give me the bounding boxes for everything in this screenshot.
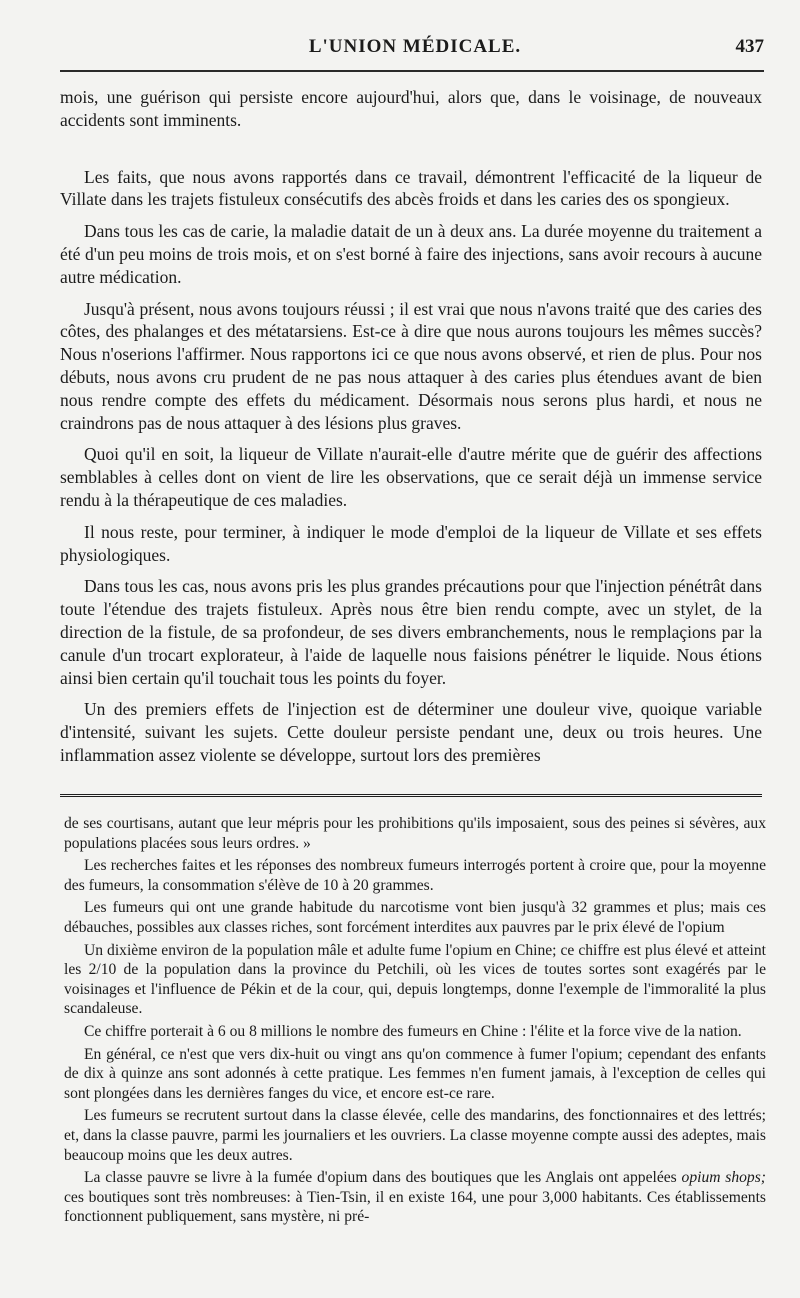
header-rule <box>60 70 764 72</box>
footnote-divider <box>60 794 762 801</box>
footnote-paragraph: Les fumeurs se recrutent surtout dans la classe élevée, celle des mandarins, des fonctionnaires et des lettrés; et, dans la classe pauvre, parmi les journaliers et les ouvriers. La classe moyenne compte aussi des adeptes, mais beaucoup moins que les deux autres. <box>64 1107 766 1164</box>
footnote-paragraph: En général, ce n'est que vers dix-huit ou vingt ans qu'on commence à fumer l'opium; cependant des enfants de dix à quinze ans sont adonnés à cette pratique. Les femmes n'en fument jamais, à l'exception de celles qui sont plongées dans les dernières fanges du vice, et encore est-ce rare. <box>64 1045 766 1102</box>
footnote-paragraph: Les recherches faites et les réponses des nombreux fumeurs interrogés portent à croire que, pour la moyenne des fumeurs, la consommation s'élève de 10 à 20 grammes. <box>64 857 766 894</box>
footnote-text: La classe pauvre se livre à la fumée d'opium dans des boutiques que les Anglais ont appelées <box>84 1169 682 1187</box>
footnote-paragraph-opium-shops <box>64 1168 766 1227</box>
paragraph-effects: Un des premiers effets de l'injection est de déterminer une douleur vive, quoique variable d'intensité, suivant les sujets. Cette douleur persiste pendant une, deux ou trois heures. Une inflammation assez violente se développe, surtout lors des premières <box>60 699 762 765</box>
page-header <box>60 34 770 64</box>
footnote-paragraph: Ce chiffre porterait à 6 ou 8 millions le nombre des fumeurs en Chine : l'élite et la force vive de la nation. <box>84 1022 742 1040</box>
main-text <box>60 86 762 776</box>
page-number: 437 <box>735 36 764 57</box>
paragraph-results: Jusqu'à présent, nous avons toujours réussi ; il est vrai que nous n'avons traité que des caries des côtes, des phalanges et des métatarsiens. Est-ce à dire que nous aurons toujours les mêmes succès? Nous n'oserions l'affirmer. Nous rapportons ici ce que nous avons observé, et rien de plus. Pour nos débuts, nous avons cru prudent de ne pas nous attaquer à des caries plus étendues avant de bien nous rendre compte des effets du médicament. Désormais nous serons plus hardi, et nous ne craindrons pas de nous attaquer à des lésions plus graves. <box>60 298 762 433</box>
footnotes <box>64 814 766 1230</box>
paragraph-merit: Quoi qu'il en soit, la liqueur de Villate n'aurait-elle d'autre mérite que de guérir des affections semblables à celles dont on vient de lire les observations, que ce serait déjà un immense service rendu à la thérapeutique de ces maladies. <box>60 444 762 510</box>
paragraph-method-intro: Il nous reste, pour terminer, à indiquer le mode d'emploi de la liqueur de Villate et ses effets physiologiques. <box>60 521 762 565</box>
running-title: L'UNION MÉDICALE. <box>308 36 522 57</box>
footnote-paragraph: Un dixième environ de la population mâle et adulte fume l'opium en Chine; ce chiffre est plus élevé et atteint les 2/10 de la population dans la province du Petchili, où les vices de toutes sortes sont exagérés par le voisinages et l'influence de Pékin et de la cour, qui, depuis longtemps, donne l'exemple de l'immoralité la plus scandaleuse. <box>64 941 766 1018</box>
paragraph-continued: mois, une guérison qui persiste encore aujourd'hui, alors que, dans le voisinage, de nouveaux accidents sont imminents. <box>60 87 762 130</box>
footnote-italic-term: opium shops; <box>681 1169 766 1187</box>
paragraph-duration: Dans tous les cas de carie, la maladie datait de un à deux ans. La durée moyenne du traitement a été d'un peu moins de trois mois, et on s'est borné à faire des injections, sans avoir recours à aucune autre médication. <box>60 221 762 287</box>
footnote-text: ces boutiques sont très nombreuses: à Tien-Tsin, il en existe 164, une pour 3,000 habitants. Ces établissements fonctionnent publiquement, sans mystère, ni pré- <box>64 1188 766 1226</box>
footnote-paragraph: Les fumeurs qui ont une grande habitude du narcotisme vont bien jusqu'à 32 grammes et plus; mais ces débauches, possibles aux classes riches, sont forcément interdites aux pauvres par le prix élevé de l'opium <box>64 899 766 936</box>
footnote-paragraph: de ses courtisans, autant que leur mépris pour les prohibitions qu'ils imposaient, sous des peines si sévères, aux populations placées sous leurs ordres. » <box>64 815 766 852</box>
paragraph-injection-method: Dans tous les cas, nous avons pris les plus grandes précautions pour que l'injection pénétrât dans toute l'étendue des trajets fistuleux. Après nous être bien rendu compte, avec un stylet, de la direction de la fistule, de sa profondeur, de ses divers embranchements, nous le remplaçions par la canule d'un trocart explorateur, à l'aide de laquelle nous faisions pénétrer le liquide. Nous étions ainsi bien certain qu'il touchait tous les points du foyer. <box>60 576 762 688</box>
paragraph-conclusion: Les faits, que nous avons rapportés dans ce travail, démontrent l'efficacité de la liqueur de Villate dans les trajets fistuleux consécutifs des abcès froids et dans les caries des os spongieux. <box>60 166 762 210</box>
